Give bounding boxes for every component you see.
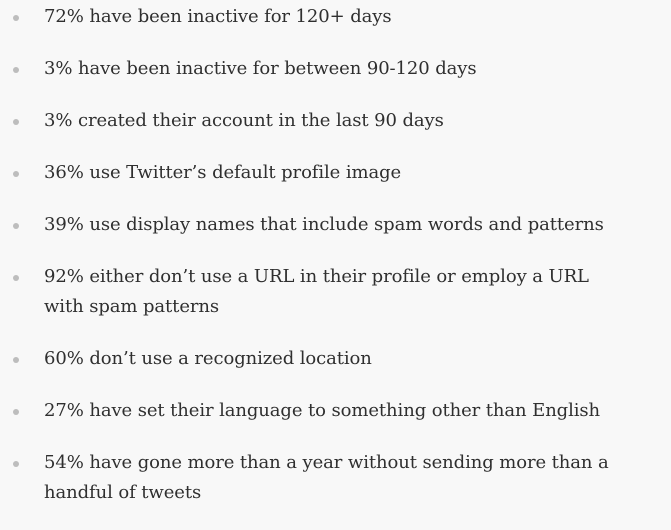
list-item-text: 92% either don’t use a URL in their profile or employ a URL with spam patterns — [44, 266, 589, 317]
bullet-icon — [13, 171, 19, 177]
bullet-icon — [13, 357, 19, 363]
list-item-text: 60% don’t use a recognized location — [44, 348, 372, 369]
list-item — [0, 396, 671, 426]
list-item-text: 36% use Twitter’s default profile image — [44, 162, 402, 183]
bullet-icon — [13, 223, 19, 229]
list-item — [0, 106, 671, 136]
list-item — [0, 54, 671, 84]
bullet-icon — [13, 275, 19, 281]
list-item — [0, 210, 671, 240]
list-item — [0, 262, 671, 322]
list-item-text: 3% have been inactive for between 90-120 days — [44, 58, 477, 79]
list-item — [0, 344, 671, 374]
list-item-text: 39% use display names that include spam words and patterns — [44, 214, 604, 235]
statistics-bullet-list — [0, 2, 671, 530]
list-item-text: 54% have gone more than a year without sending more than a handful of tweets — [44, 452, 609, 503]
list-item — [0, 448, 671, 508]
bullet-icon — [13, 15, 19, 21]
list-item-text: 27% have set their language to something other than English — [44, 400, 601, 421]
list-item-text: 72% have been inactive for 120+ days — [44, 6, 392, 27]
list-item — [0, 2, 671, 32]
bullet-icon — [13, 461, 19, 467]
list-item-text: 3% created their account in the last 90 days — [44, 110, 444, 131]
list-item — [0, 158, 671, 188]
bullet-icon — [13, 67, 19, 73]
bullet-icon — [13, 119, 19, 125]
bullet-icon — [13, 409, 19, 415]
